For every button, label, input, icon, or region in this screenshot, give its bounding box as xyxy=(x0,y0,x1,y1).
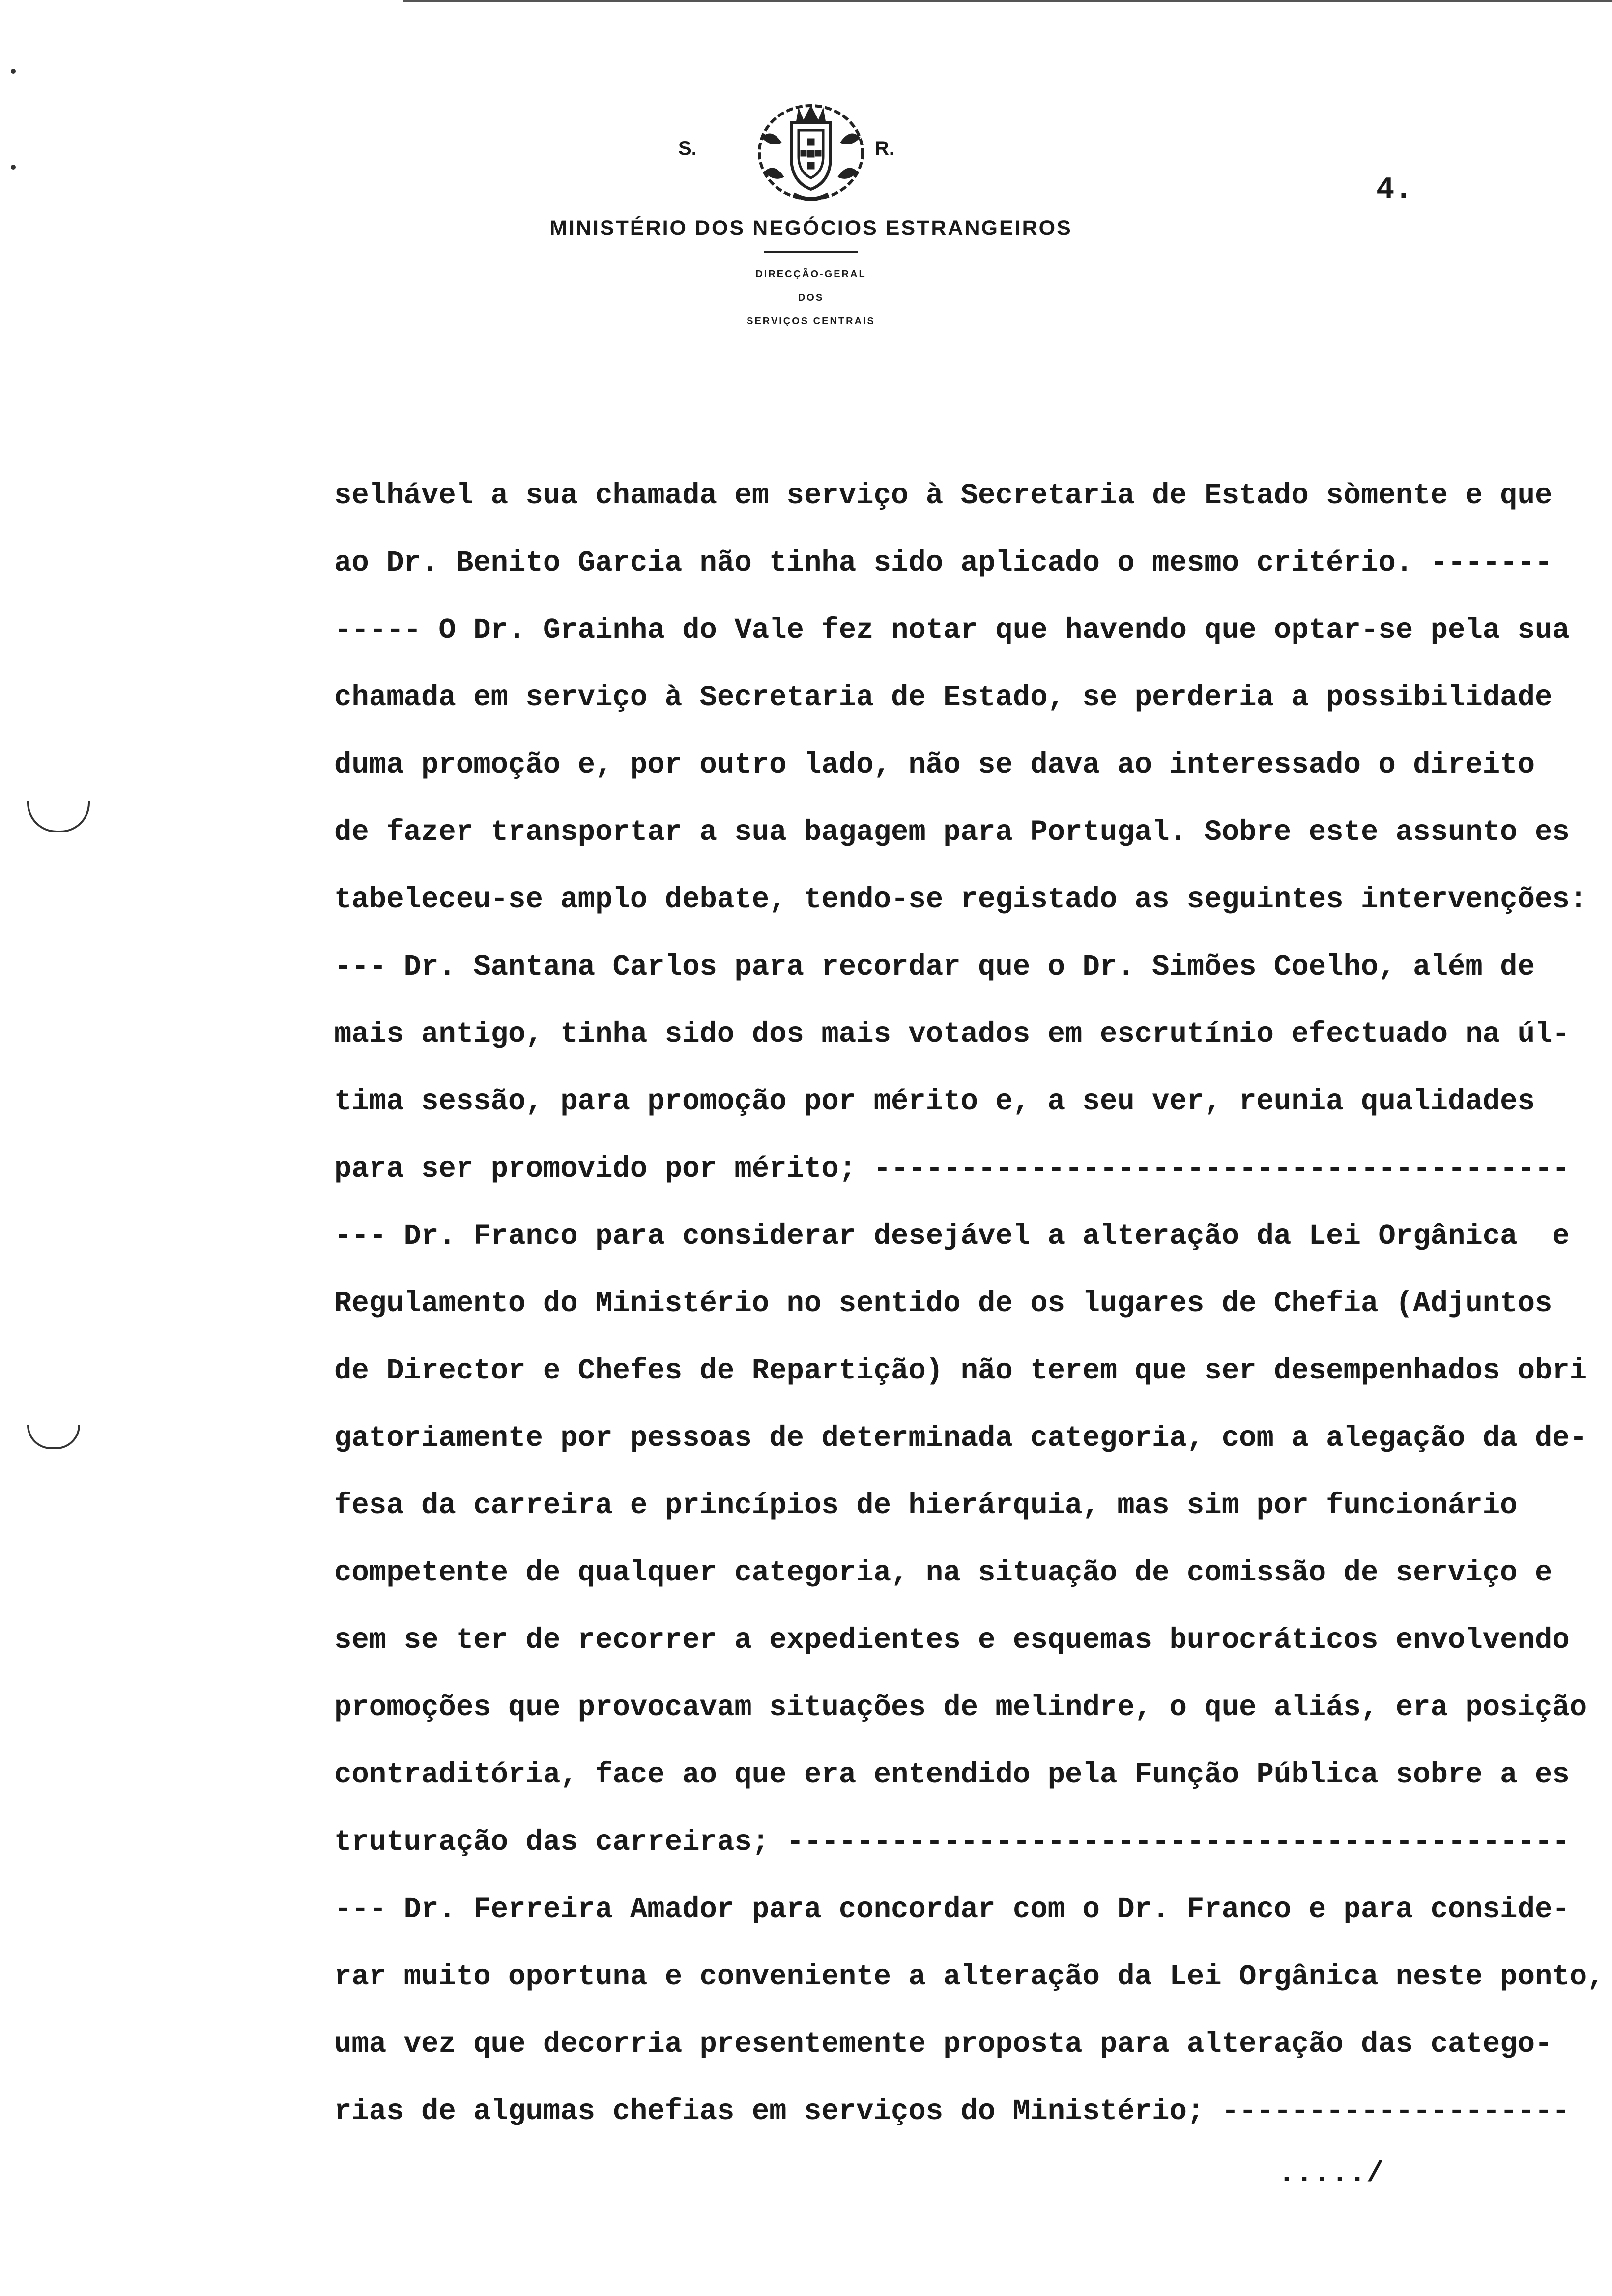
text-line: truturação das carreiras; --------------------------------------------- xyxy=(334,1826,1570,1859)
coat-of-arms-icon xyxy=(752,98,870,206)
text-line: uma vez que decorria presentemente proposta para alteração das catego- xyxy=(334,2028,1553,2061)
ministry-name: MINISTÉRIO DOS NEGÓCIOS ESTRANGEIROS xyxy=(549,216,1072,240)
page-number: 4. xyxy=(1376,172,1413,207)
margin-speck xyxy=(11,165,16,170)
text-line: ao Dr. Benito Garcia não tinha sido aplicado o mesmo critério. ------- xyxy=(334,546,1553,579)
text-line: chamada em serviço à Secretaria de Estado, se perderia a possibilidade xyxy=(334,681,1553,714)
text-line: --- Dr. Ferreira Amador para concordar com o Dr. Franco e para conside- xyxy=(334,1893,1570,1926)
text-line: para ser promovido por mérito; ---------------------------------------- xyxy=(334,1152,1570,1185)
continuation-mark: ...../ xyxy=(1278,2157,1384,2191)
text-line: selhável a sua chamada em serviço à Secretaria de Estado sòmente e que xyxy=(334,479,1553,512)
text-line: tabeleceu-se amplo debate, tendo-se registado as seguintes intervenções: xyxy=(334,883,1587,916)
text-line: fesa da carreira e princípios de hierárquia, mas sim por funcionário xyxy=(334,1489,1518,1522)
text-line: rias de algumas chefias em serviços do Ministério; -------------------- xyxy=(334,2095,1570,2128)
department-line-3: SERVIÇOS CENTRAIS xyxy=(747,316,875,327)
text-line: --- Dr. Santana Carlos para recordar que o Dr. Simões Coelho, além de xyxy=(334,950,1535,983)
text-line: Regulamento do Ministério no sentido de os lugares de Chefia (Adjuntos xyxy=(334,1287,1553,1320)
department-line-2: DOS xyxy=(798,292,824,303)
text-line: --- Dr. Franco para considerar desejável a alteração da Lei Orgânica e xyxy=(334,1220,1570,1253)
top-edge-rule xyxy=(403,0,1612,2)
text-line: tima sessão, para promoção por mérito e, a seu ver, reunia qualidades xyxy=(334,1085,1535,1118)
text-line: duma promoção e, por outro lado, não se dava ao interessado o direito xyxy=(334,748,1535,781)
department-line-1: DIRECÇÃO-GERAL xyxy=(755,269,866,280)
text-line: gatoriamente por pessoas de determinada categoria, com a alegação da de- xyxy=(334,1422,1587,1455)
letterhead xyxy=(491,98,1130,333)
text-line: rar muito oportuna e conveniente a alteração da Lei Orgânica neste ponto, xyxy=(334,1960,1605,1993)
text-line: mais antigo, tinha sido dos mais votados em escrutínio efectuado na úl- xyxy=(334,1018,1570,1051)
text-line: de Director e Chefes de Repartição) não terem que ser desempenhados obri xyxy=(334,1354,1587,1387)
letterhead-letter-s: S. xyxy=(678,138,697,159)
margin-punch-mark xyxy=(27,1425,80,1449)
text-line: promoções que provocavam situações de melindre, o que aliás, era posição xyxy=(334,1691,1587,1724)
text-line: contraditória, face ao que era entendido pela Função Pública sobre a es xyxy=(334,1758,1570,1791)
text-line: sem se ter de recorrer a expedientes e esquemas burocráticos envolvendo xyxy=(334,1624,1570,1657)
text-line: de fazer transportar a sua bagagem para Portugal. Sobre este assunto es xyxy=(334,816,1570,849)
margin-punch-mark xyxy=(27,801,90,832)
margin-speck xyxy=(11,69,16,74)
text-line: ----- O Dr. Grainha do Vale fez notar que havendo que optar-se pela sua xyxy=(334,614,1570,647)
body-text xyxy=(334,462,1605,2145)
header-divider xyxy=(764,251,858,253)
letterhead-letter-r: R. xyxy=(875,138,894,159)
text-line: competente de qualquer categoria, na situação de comissão de serviço e xyxy=(334,1556,1553,1589)
